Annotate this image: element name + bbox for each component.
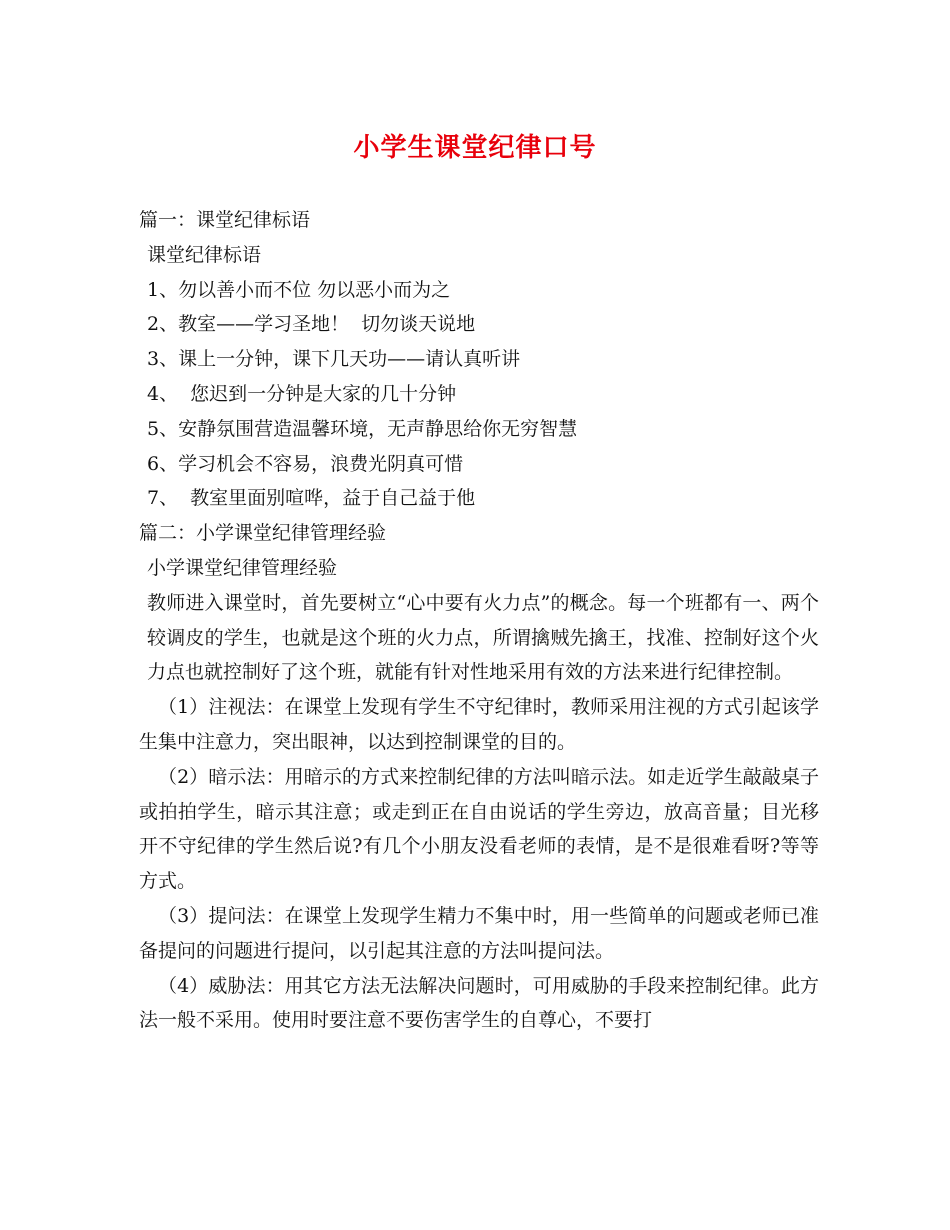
paragraph: （4）威胁法：用其它方法无法解决问题时，可用威胁的手段来控制纪律。此方法一般不采用。使用时要注意不要伤害学生的自尊心，不要打 <box>139 974 819 1032</box>
slogan-item: 3、课上一分钟，课下几天功——请认真听讲 <box>147 348 521 371</box>
paragraph: （3）提问法：在课堂上发现学生精力不集中时，用一些简单的问题或老师已准备提问的问题进行提问，以引起其注意的方法叫提问法。 <box>139 904 819 962</box>
document-body <box>139 203 819 1038</box>
paragraph: 教师进入课堂时，首先要树立“心中要有火力点”的概念。每一个班都有一、两个较调皮的学生，也就是这个班的火力点，所谓擒贼先擒王，找准、控制好这个火力点也就控制好了这个班，就能有针对性地采用有效的方法来进行纪律控制。 <box>147 591 819 684</box>
slogan-item: 7、 教室里面别喧哗，益于自己益于他 <box>147 487 476 510</box>
slogan-item: 6、学习机会不容易，浪费光阴真可惜 <box>147 452 464 475</box>
section2-heading: 篇二：小学课堂纪律管理经验 <box>139 522 387 545</box>
section1-subheading: 课堂纪律标语 <box>147 243 262 266</box>
section2-subheading: 小学课堂纪律管理经验 <box>147 556 338 579</box>
paragraph: （2）暗示法：用暗示的方式来控制纪律的方法叫暗示法。如走近学生敲敲桌子或拍拍学生，暗示其注意；或走到正在自由说话的学生旁边，放高音量；目光移开不守纪律的学生然后说?有几个小朋友没看老师的表情，是不是很难看呀?等等方式。 <box>139 765 819 893</box>
slogan-item: 1、勿以善小而不位 勿以恶小而为之 <box>147 278 451 301</box>
document-title: 小学生课堂纪律口号 <box>353 133 597 163</box>
section1-heading: 篇一：课堂纪律标语 <box>139 209 311 231</box>
paragraph: （1）注视法：在课堂上发现有学生不守纪律时，教师采用注视的方式引起该学生集中注意力，突出眼神，以达到控制课堂的目的。 <box>139 696 819 753</box>
slogan-item: 2、教室——学习圣地！ 切勿谈天说地 <box>147 313 476 336</box>
slogan-item: 4、 您迟到一分钟是大家的几十分钟 <box>147 382 457 405</box>
slogan-item: 5、安静氛围营造温馨环境，无声静思给你无穷智慧 <box>147 417 578 440</box>
